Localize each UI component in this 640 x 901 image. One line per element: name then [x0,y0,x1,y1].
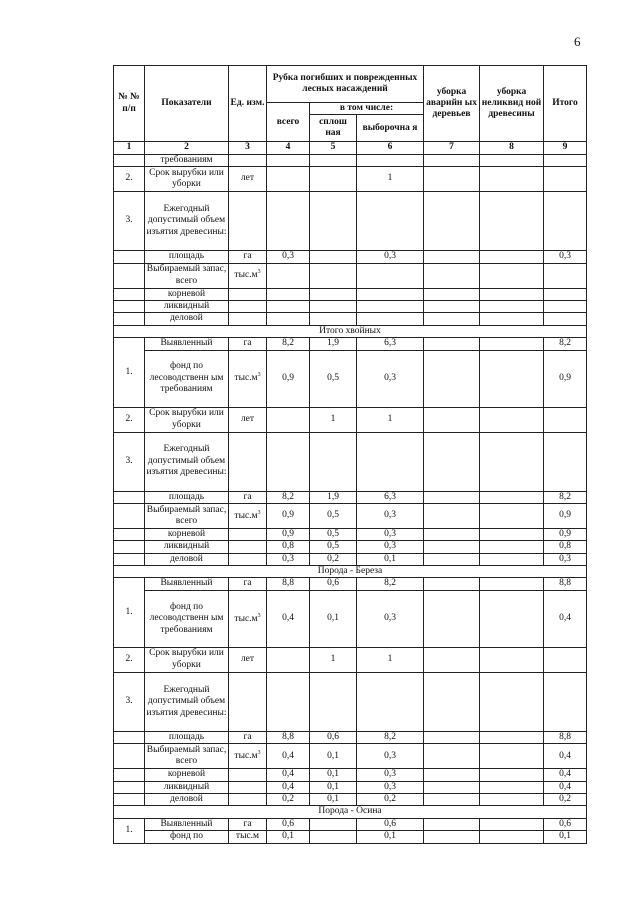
cell-value: 0,9 [544,503,587,528]
colnum: 9 [544,142,587,154]
row-label: требованиям [145,154,229,166]
row-label: площадь [145,251,229,263]
row-label: корневой [145,769,229,781]
row-label: Выбираемый запас, всего [145,503,229,528]
cell-value: 0,3 [357,503,424,528]
cell-value: 0,3 [357,541,424,553]
cell-value: 0,3 [357,781,424,793]
unit: га [229,731,267,743]
header-total-all: всего [267,103,310,142]
header-total: Итого [544,66,587,142]
row-label: деловой [145,794,229,806]
unit: $тыс.м^3$ [229,590,267,647]
unit: га [229,818,267,830]
cell-value: 0,8 [544,541,587,553]
colnum: 7 [424,142,480,154]
row-label: фонд по лесоводственн ым требованиям [145,350,229,407]
cell-value: 0,3 [267,553,310,565]
cell-value: 8,2 [357,731,424,743]
row-label: Ежегодный допустимый объем изъятия древесины: [145,192,229,251]
cell-value: 0,4 [267,590,310,647]
row-label: Выявленный [145,578,229,590]
row-label: корневой [145,528,229,540]
cell-value: 1 [357,407,424,432]
cell-value: 8,2 [357,578,424,590]
cell-value: 0,9 [544,350,587,407]
colnum: 8 [480,142,544,154]
row-label: ликвидный [145,781,229,793]
cell-value: 0,4 [267,744,310,769]
row-num: 1. [114,338,145,407]
row-num: 3. [114,432,145,491]
row-label: Выявленный [145,818,229,830]
cell-value: 0,3 [357,528,424,540]
cell-value: 8,8 [544,731,587,743]
row-label: Выбираемый запас, всего [145,744,229,769]
row-label: фонд по [145,831,229,843]
cell-value: 0,9 [267,350,310,407]
row-label: фонд по лесоводственн ым требованиям [145,590,229,647]
cell-value: 0,9 [267,528,310,540]
colnum: 4 [267,142,310,154]
row-num: 2. [114,167,145,192]
cell-value: 0,6 [267,818,310,830]
cell-value: 1 [310,407,357,432]
cell-value: 0,3 [357,744,424,769]
row-label: Срок вырубки или уборки [145,647,229,672]
cell-value: 0,1 [310,769,357,781]
cell-value: 6,3 [357,491,424,503]
colnum: 2 [145,142,229,154]
cell-value: 0,2 [357,794,424,806]
cell-value: 0,6 [310,731,357,743]
unit: га [229,491,267,503]
cell-value: 0,6 [310,578,357,590]
row-num: 2. [114,407,145,432]
cell-value: 8,2 [544,338,587,350]
cell-value: 0,1 [357,553,424,565]
row-label: корневой [145,288,229,300]
cell-value: 8,2 [267,491,310,503]
row-label: ликвидный [145,541,229,553]
section-title: Порода - Осина [114,806,587,818]
cell-value: 8,2 [544,491,587,503]
cell-value: 0,3 [544,553,587,565]
row-num: 2. [114,647,145,672]
cell-value: 0,4 [544,769,587,781]
header-incl: в том числе: [310,103,424,115]
cell-value: 0,4 [267,769,310,781]
row-label: Срок вырубки или уборки [145,407,229,432]
unit: га [229,578,267,590]
cell-value: 0,2 [267,794,310,806]
cell-value: 0,1 [544,831,587,843]
cell-value: 0,4 [544,744,587,769]
unit: $тыс.м^3$ [229,263,267,288]
unit: га [229,338,267,350]
section-title: Порода - Береза [114,566,587,578]
header-selective: выборочна я [357,115,424,142]
cell-value: 0,1 [267,831,310,843]
cell-value: 0,9 [544,528,587,540]
header-indicators: Показатели [145,66,229,142]
unit: $тыс.м^3$ [229,503,267,528]
colnum: 1 [114,142,145,154]
row-num: 3. [114,672,145,731]
cell-value: 6,3 [357,338,424,350]
row-label: деловой [145,553,229,565]
row-num: 3. [114,192,145,251]
header-emergency: уборка аварийн ых деревьев [424,66,480,142]
cell-value: 0,6 [544,818,587,830]
unit: лет [229,167,267,192]
cell-value: 0,1 [310,590,357,647]
unit: $тыс.м^3$ [229,744,267,769]
cell-value: 0,3 [357,590,424,647]
colnum: 5 [310,142,357,154]
cell-value: 0,3 [544,251,587,263]
cell-value: 0,3 [267,251,310,263]
cell-value: 0,4 [544,781,587,793]
cell-value: 1 [357,647,424,672]
cell-value: 0,1 [357,831,424,843]
unit: лет [229,647,267,672]
cell-value: 1,9 [310,491,357,503]
header-num: № № п/п [114,66,145,142]
cell-value: 1 [357,167,424,192]
cell-value: 0,5 [310,541,357,553]
row-label: Выбираемый запас, всего [145,263,229,288]
cell-value: 0,8 [267,541,310,553]
cell-value: 8,8 [267,578,310,590]
row-label: Ежегодный допустимый объем изъятия древесины: [145,432,229,491]
row-label: ликвидный [145,300,229,312]
cell-value: 8,2 [267,338,310,350]
cell-value: 0,5 [310,528,357,540]
cell-value: 0,6 [357,818,424,830]
section-title: Итого хвойных [114,325,587,337]
header-unit: Ед. изм. [229,66,267,142]
cell-value: 0,1 [310,744,357,769]
unit: лет [229,407,267,432]
colnum: 3 [229,142,267,154]
row-label: Срок вырубки или уборки [145,167,229,192]
cell-value: 0,5 [310,350,357,407]
cell-value: 8,8 [267,731,310,743]
unit: $тыс.м^3$ [229,350,267,407]
row-label: Ежегодный допустимый объем изъятия древесины: [145,672,229,731]
cell-value: 0,4 [544,590,587,647]
row-num: 1. [114,818,145,843]
cell-value: 0,1 [310,794,357,806]
felling-table [113,65,587,844]
unit: тыс.м [229,831,267,843]
cell-value: 0,2 [310,553,357,565]
cell-value: 0,3 [357,251,424,263]
cell-value: 0,3 [357,769,424,781]
header-solid: сплош ная [310,115,357,142]
cell-value: 0,5 [310,503,357,528]
cell-value: 0,4 [267,781,310,793]
cell-value: 0,3 [357,350,424,407]
row-label: деловой [145,313,229,325]
row-label: Выявленный [145,338,229,350]
row-label: площадь [145,491,229,503]
cell-value: 1,9 [310,338,357,350]
header-felling: Рубка погибших и поврежденных лесных насаждений [267,66,424,103]
colnum: 6 [357,142,424,154]
cell-value: 0,2 [544,794,587,806]
header-illiquid: уборка неликвид ной древесины [480,66,544,142]
unit: га [229,251,267,263]
cell-value: 0,1 [310,781,357,793]
row-num: 1. [114,578,145,647]
row-label: площадь [145,731,229,743]
cell-value: 0,9 [267,503,310,528]
cell-value: 1 [310,647,357,672]
cell-value: 8,8 [544,578,587,590]
page-number: 6 [574,34,581,49]
